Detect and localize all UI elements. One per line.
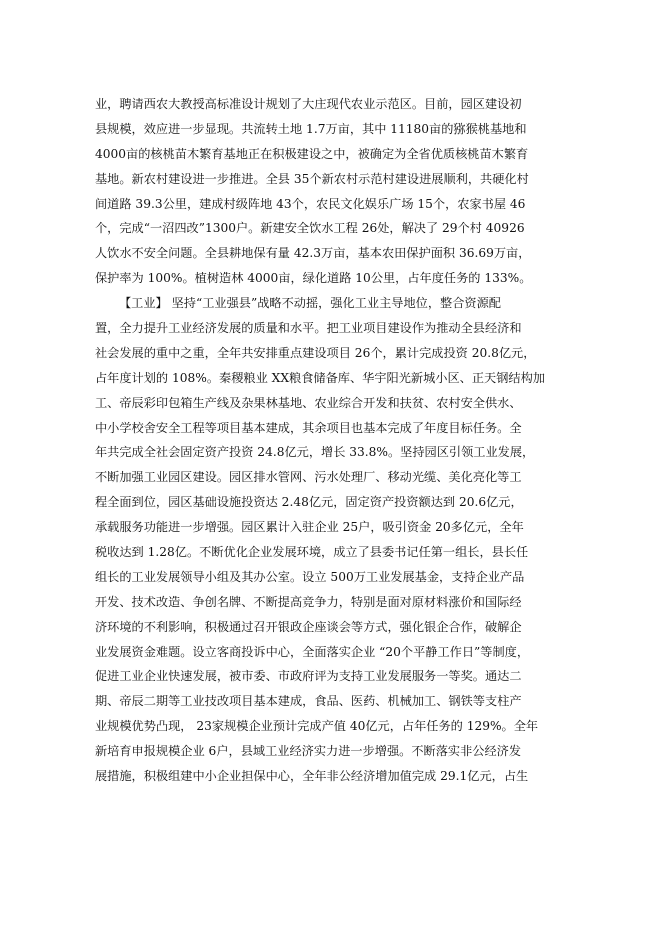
text-line: 业，聘请西农大教授高标准设计规划了大庄现代农业示范区。目前，园区建设初 [95, 97, 522, 111]
text-line: 开发、技术改造、争创名牌、不断提高竞争力，特别是面对原材料涨价和国际经 [95, 594, 522, 609]
text-line: 济环境的不利影响，积极通过召开银政企座谈会等方式，强化银企合作，破解企 [95, 619, 522, 634]
text-line: 期、帝辰二期等工业技改项目基本建成，食品、医药、机械加工、钢铁等支柱产 [95, 694, 522, 709]
text-line: 中小学校舍安全工程等项目基本建成，其余项目也基本完成了年度目标任务。全 [95, 420, 522, 435]
text-line: 程全面到位，园区基础设施投资达 2.48亿元，固定资产投资额达到 20.6亿元， [95, 495, 523, 510]
text-line: 个，完成“一沼四改”1300户。新建安全饮水工程 26处，解决了 29个村 40926 [95, 221, 525, 236]
text-line: 业发展资金难题。设立客商投诉中心，全面落实企业 “20个平静工作日”等制度， [95, 644, 530, 659]
text-line: 不断加强工业园区建设。园区排水管网、污水处理厂、移动光缆、美化亮化等工 [95, 470, 522, 485]
text-line: 业规模优势凸现， 23家规模企业预计完成产值 40亿元，占年任务的 129%。全年 [95, 719, 539, 734]
text-line: 4000亩的核桃苗木繁育基地正在积极建设之中，被确定为全省优质核桃苗木繁育 [95, 146, 529, 161]
text-line: 占年度计划的 108%。秦稷粮业 XX粮食储备库、华宇阳光新城小区、正天钢结构加 [95, 370, 545, 385]
text-line: 年共完成全社会固定资产投资 24.8亿元，增长 33.8%。坚持园区引领工业发展， [95, 445, 535, 460]
text-line: 置，全力提升工业经济发展的质量和水平。把工业项目建设作为推动全县经济和 [95, 321, 522, 336]
text-line: 工、帝辰彩印包箱生产线及杂果林基地、农业综合开发和扶贫、农村安全供水、 [95, 395, 522, 410]
text-line: 保护率为 100%。植树造林 4000亩，绿化道路 10公里，占年度任务的 133%。 [95, 271, 532, 286]
text-line: 展措施，积极组建中小企业担保中心，全年非公经济增加值完成 29.1亿元，占生 [95, 769, 529, 784]
text-line: 承载服务功能进一步增强。园区累计入驻企业 25户，吸引资金 20多亿元，全年 [95, 520, 524, 535]
text-line: 县规模，效应进一步显现。共流转土地 1.7万亩，其中 11180亩的猕猴桃基地和 [95, 121, 527, 136]
text-line: 人饮水不安全问题。全县耕地保有量 42.3万亩，基本农田保护面积 36.69万亩， [95, 246, 531, 261]
text-line: 社会发展的重中之重，全年共安排重点建设项目 26个，累计完成投资 20.8亿元， [95, 345, 536, 360]
text-line: 间道路 39.3公里，建成村级阵地 43个，农民文化娱乐广场 15个，农家书屋 46 [95, 196, 526, 211]
text-line: 组长的工业发展领导小组及其办公室。设立 500万工业发展基金，支持企业产品 [95, 569, 525, 584]
document-body [95, 92, 575, 789]
industry-section-heading-line: 【工业】 坚持“工业强县”战略不动摇，强化工业主导地位，整合资源配 [119, 296, 501, 311]
text-line: 新培育申报规模企业 6户，县域工业经济实力进一步增强。不断落实非公经济发 [95, 744, 522, 759]
text-line: 基地。新农村建设进一步推进。全县 35个新农村示范村建设进展顺利，共硬化村 [95, 171, 529, 186]
text-line: 税收达到 1.28亿。不断优化企业发展环境，成立了县委书记任第一组长，县长任 [95, 545, 529, 560]
text-line: 促进工业企业快速发展，被市委、市政府评为支持工业发展服务一等奖。通达二 [95, 669, 522, 684]
